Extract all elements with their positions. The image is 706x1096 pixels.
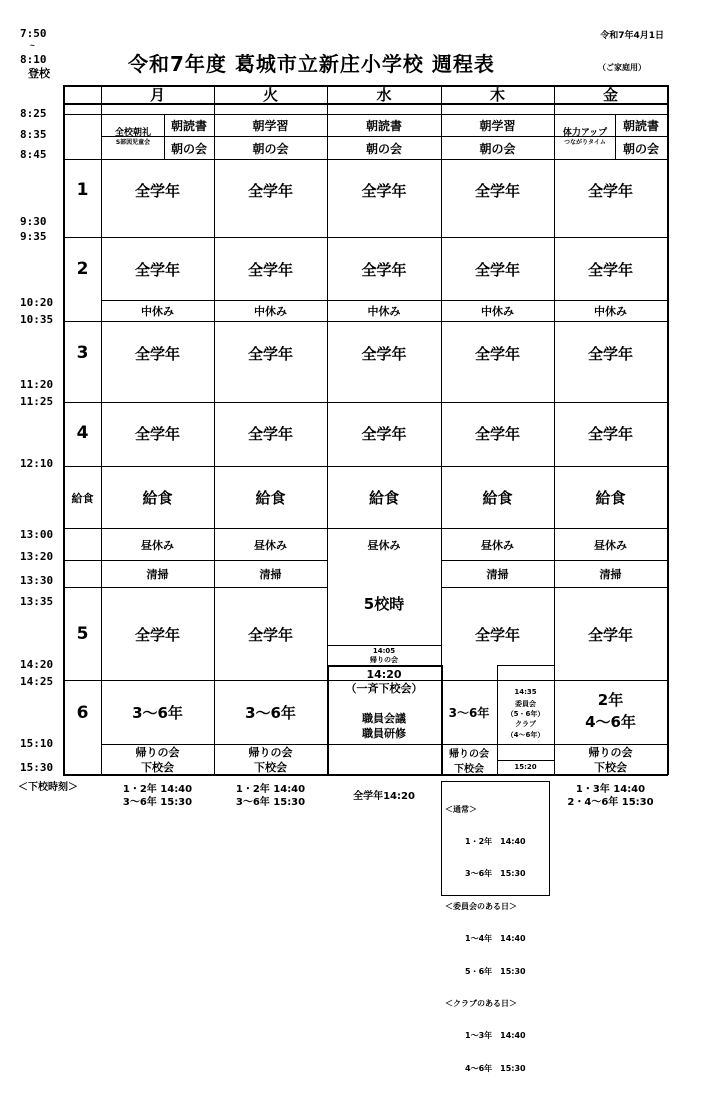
page-title: 令和7年度 葛城市立新庄小学校 週程表 <box>128 52 495 76</box>
period-2-label: 2 <box>76 259 89 279</box>
day-header-wed: 水 <box>376 86 392 104</box>
leave-thu: 下校会 <box>454 763 484 775</box>
p2-tue: 全学年 <box>247 260 293 279</box>
p3-wed: 全学年 <box>361 344 407 363</box>
time-1125: 11:25 <box>20 395 54 408</box>
break-mon: 中休み <box>141 305 174 318</box>
thu-committee-2: 5・6年 15:30 <box>465 966 526 976</box>
thu-1520: 15:20 <box>514 762 537 771</box>
p1-thu: 全学年 <box>474 181 520 200</box>
time-arrive-tilde: ~ <box>30 41 35 50</box>
lunch-mon: 給食 <box>142 489 173 507</box>
p5-wed: 5校時 <box>363 594 405 613</box>
p2-wed: 全学年 <box>361 260 407 279</box>
dismissal-tue-1: 1・2年 14:40 <box>235 784 306 795</box>
time-1120: 11:20 <box>20 378 54 391</box>
thu-committee-heading: ＜委員会のある日＞ <box>445 901 517 911</box>
period-1-label: 1 <box>76 180 89 200</box>
p1-mon: 全学年 <box>134 181 180 200</box>
p5-tue: 全学年 <box>247 625 293 644</box>
time-1035: 10:35 <box>20 313 54 326</box>
lunch-fri: 給食 <box>595 489 626 507</box>
period-3-label: 3 <box>76 343 89 363</box>
thu-committee-grades: （5・6年） <box>506 709 545 718</box>
mon-assembly-cell <box>102 115 164 159</box>
wed-staff-meeting: 職員会議 <box>362 712 406 725</box>
noon-mon: 昼休み <box>141 538 174 552</box>
wed-time-1405: 14:05 <box>372 646 396 655</box>
time-1330: 13:30 <box>20 574 54 587</box>
time-1425: 14:25 <box>20 675 54 688</box>
audience-note: （ご家庭用） <box>598 63 646 72</box>
day-header-tue: 火 <box>262 86 278 104</box>
fri-meeting: 朝の会 <box>622 141 659 156</box>
clean-mon: 清掃 <box>146 568 169 581</box>
time-1020: 10:20 <box>20 296 54 309</box>
p5-thu: 全学年 <box>474 625 520 644</box>
time-1320: 13:20 <box>20 550 54 563</box>
leave-fri: 下校会 <box>594 761 627 774</box>
dismissal-wed: 全学年14:20 <box>353 791 415 802</box>
thu-normal-1: 1・2年 14:40 <box>465 836 526 846</box>
p4-thu: 全学年 <box>474 424 520 443</box>
p4-wed: 全学年 <box>361 424 407 443</box>
period-4-label: 4 <box>76 423 89 443</box>
p3-fri: 全学年 <box>587 344 633 363</box>
p1-tue: 全学年 <box>247 181 293 200</box>
clean-tue: 清掃 <box>259 568 282 581</box>
noon-fri: 昼休み <box>594 538 627 552</box>
dismissal-mon-1: 1・2年 14:40 <box>122 784 193 795</box>
noon-thu: 昼休み <box>481 538 514 552</box>
thu-normal-heading: ＜通常＞ <box>445 804 477 814</box>
p6-thu: 3～6年 <box>448 706 490 720</box>
p2-thu: 全学年 <box>474 260 520 279</box>
dismissal-mon-2: 3～6年 15:30 <box>122 797 193 808</box>
thu-club-grades: （4～6年） <box>506 730 545 739</box>
p4-mon: 全学年 <box>134 424 180 443</box>
return-fri: 帰りの会 <box>588 746 633 759</box>
time-1510: 15:10 <box>20 737 54 750</box>
dismissal-fri-2: 2・4～6年 15:30 <box>567 797 654 808</box>
p1-wed: 全学年 <box>361 181 407 200</box>
leave-tue: 下校会 <box>254 761 287 774</box>
thu-club: クラブ <box>515 719 536 728</box>
wed-1420: 14:20 <box>366 667 402 681</box>
mon-assembly-sub: S部図児童会 <box>115 138 151 146</box>
time-1300: 13:00 <box>20 528 54 541</box>
lunch-tue: 給食 <box>255 489 286 507</box>
p3-mon: 全学年 <box>134 344 180 363</box>
time-0825: 8:25 <box>20 107 47 120</box>
time-0935: 9:35 <box>20 230 47 243</box>
time-arrive-start: 7:50 <box>20 27 47 40</box>
thu-normal-2: 3～6年 15:30 <box>465 869 526 879</box>
p5-mon: 全学年 <box>134 625 180 644</box>
noon-tue: 昼休み <box>254 538 287 552</box>
dismissal-tue-2: 3～6年 15:30 <box>235 797 306 808</box>
p3-thu: 全学年 <box>474 344 520 363</box>
lunch-label: 給食 <box>71 491 94 505</box>
dismissal-label: ＜下校時刻＞ <box>18 782 78 793</box>
p2-mon: 全学年 <box>134 260 180 279</box>
fri-fitness-sub: つながりタイム <box>564 138 606 146</box>
period-5-label: 5 <box>76 624 89 644</box>
fri-reading: 朝読書 <box>622 119 659 133</box>
p6-tue: 3～6年 <box>245 704 296 722</box>
thu-committee-1: 1～4年 14:40 <box>465 934 526 944</box>
thu-club-1: 1～3年 14:40 <box>465 1031 526 1041</box>
tue-study: 朝学習 <box>252 119 289 133</box>
p6-fri-line1: 2年 <box>597 690 624 709</box>
p2-fri: 全学年 <box>587 260 633 279</box>
wed-leave: （一斉下校会） <box>345 682 423 695</box>
noon-wed: 昼休み <box>367 538 401 552</box>
thu-committee: 委員会 <box>515 699 536 708</box>
time-0835: 8:35 <box>20 128 47 141</box>
mon-meeting: 朝の会 <box>170 141 207 156</box>
break-tue: 中休み <box>254 305 287 318</box>
p3-tue: 全学年 <box>247 344 293 363</box>
time-0845: 8:45 <box>20 148 47 161</box>
time-1420: 14:20 <box>20 658 54 671</box>
wed-staff-training: 職員研修 <box>362 727 406 740</box>
break-wed: 中休み <box>367 305 401 318</box>
break-fri: 中休み <box>594 305 627 318</box>
thu-study: 朝学習 <box>479 119 516 133</box>
thu-club-heading: ＜クラブのある日＞ <box>445 998 517 1008</box>
time-1530: 15:30 <box>20 761 54 774</box>
return-mon: 帰りの会 <box>135 746 180 759</box>
mon-assembly: 全校朝礼 <box>114 127 151 138</box>
leave-mon: 下校会 <box>141 761 174 774</box>
time-1335: 13:35 <box>20 595 54 608</box>
lunch-thu: 給食 <box>482 489 513 507</box>
day-header-thu: 木 <box>489 86 505 104</box>
p6-mon: 3～6年 <box>132 704 183 722</box>
p4-fri: 全学年 <box>587 424 633 443</box>
thu-club-2: 4～6年 15:30 <box>465 1063 526 1073</box>
fri-fitness-cell <box>555 115 615 159</box>
clean-fri: 清掃 <box>599 568 622 581</box>
time-1210: 12:10 <box>20 457 54 470</box>
wed-reading: 朝読書 <box>365 119 402 133</box>
dismissal-fri-1: 1・3年 14:40 <box>575 784 646 795</box>
dismissal-thu-box <box>441 781 550 1073</box>
return-tue: 帰りの会 <box>248 746 293 759</box>
p4-tue: 全学年 <box>247 424 293 443</box>
thu-1435: 14:35 <box>514 687 537 696</box>
wed-return: 帰りの会 <box>370 655 398 664</box>
p5-fri: 全学年 <box>587 625 633 644</box>
day-header-fri: 金 <box>602 86 618 104</box>
fri-fitness: 体力アップ <box>562 127 608 138</box>
wed-meeting: 朝の会 <box>365 141 402 156</box>
tue-meeting: 朝の会 <box>252 141 289 156</box>
day-header-mon: 月 <box>149 86 165 104</box>
return-thu: 帰りの会 <box>449 748 489 760</box>
thu-meeting: 朝の会 <box>479 141 516 156</box>
clean-thu: 清掃 <box>486 568 509 581</box>
lunch-wed: 給食 <box>368 489 399 507</box>
issue-date: 令和7年4月1日 <box>600 31 664 41</box>
time-arrive-end: 8:10 <box>20 53 47 66</box>
period-6-label: 6 <box>76 702 89 723</box>
time-0930: 9:30 <box>20 215 47 228</box>
time-arrive-label: 登校 <box>28 67 50 80</box>
break-thu: 中休み <box>481 305 514 318</box>
mon-reading: 朝読書 <box>170 119 207 133</box>
p1-fri: 全学年 <box>587 181 633 200</box>
p6-fri-line2: 4～6年 <box>585 712 636 731</box>
